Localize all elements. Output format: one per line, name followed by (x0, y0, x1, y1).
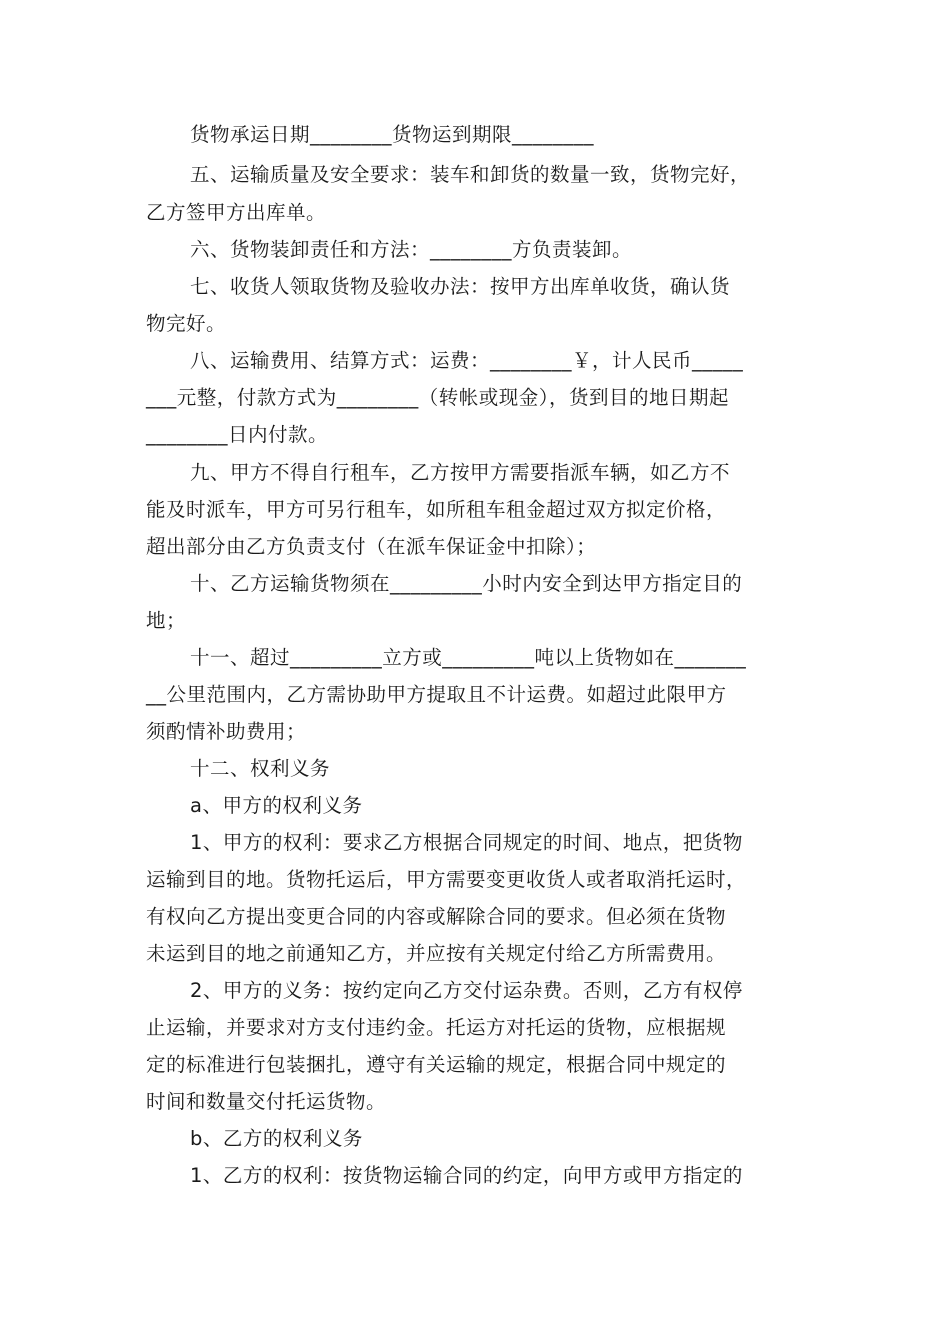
text-line: 1、乙方的权利：按货物运输合同的约定，向甲方或甲方指定的 (190, 1164, 743, 1187)
text-line: 九、甲方不得自行租车，乙方按甲方需要指派车辆，如乙方不 (190, 461, 731, 484)
text-line: a、甲方的权利义务 (190, 794, 363, 817)
text-line: __公里范围内，乙方需协助甲方提取且不计运费。如超过此限甲方 (146, 683, 727, 706)
text-line: 十、乙方运输货物须在_________小时内安全到达甲方指定目的 (190, 572, 743, 595)
text-line: 十二、权利义务 (190, 757, 331, 780)
text-line: ________日内付款。 (146, 423, 329, 446)
text-line: 货物承运日期________货物运到期限________ (190, 123, 595, 146)
text-line: 有权向乙方提出变更合同的内容或解除合同的要求。但必须在货物 (146, 905, 727, 928)
text-line: 能及时派车，甲方可另行租车，如所租车租金超过双方拟定价格， (146, 498, 727, 521)
text-line: 六、货物装卸责任和方法：________方负责装卸。 (190, 238, 633, 261)
text-line: 时间和数量交付托运货物。 (146, 1090, 387, 1113)
text-line: 物完好。 (146, 312, 227, 335)
text-line: 五、运输质量及安全要求：装车和卸货的数量一致，货物完好， (190, 163, 751, 186)
text-line: 未运到目的地之前通知乙方，并应按有关规定付给乙方所需费用。 (146, 942, 727, 965)
text-line: 地； (146, 609, 187, 632)
text-line: 运输到目的地。货物托运后，甲方需要变更收货人或者取消托运时， (146, 868, 747, 891)
text-line: 十一、超过_________立方或_________吨以上货物如在_______ (190, 646, 747, 669)
text-line: 七、收货人领取货物及验收办法：按甲方出库单收货，确认货 (190, 275, 731, 298)
text-line: 八、运输费用、结算方式：运费：________￥，计人民币_____ (190, 349, 744, 372)
text-line: 超出部分由乙方负责支付（在派车保证金中扣除）； (146, 535, 597, 558)
text-line: 1、甲方的权利：要求乙方根据合同规定的时间、地点，把货物 (190, 831, 743, 854)
text-line: 止运输，并要求对方支付违约金。托运方对托运的货物，应根据规 (146, 1016, 727, 1039)
text-line: 定的标准进行包装捆扎，遵守有关运输的规定，根据合同中规定的 (146, 1053, 727, 1076)
text-line: ___元整，付款方式为________（转帐或现金），货到目的地日期起 (146, 386, 730, 409)
text-line: 2、甲方的义务：按约定向乙方交付运杂费。否则，乙方有权停 (190, 979, 743, 1002)
text-line: 须酌情补助费用； (146, 720, 307, 743)
text-line: b、乙方的权利义务 (190, 1127, 363, 1150)
text-line: 乙方签甲方出库单。 (146, 201, 327, 224)
